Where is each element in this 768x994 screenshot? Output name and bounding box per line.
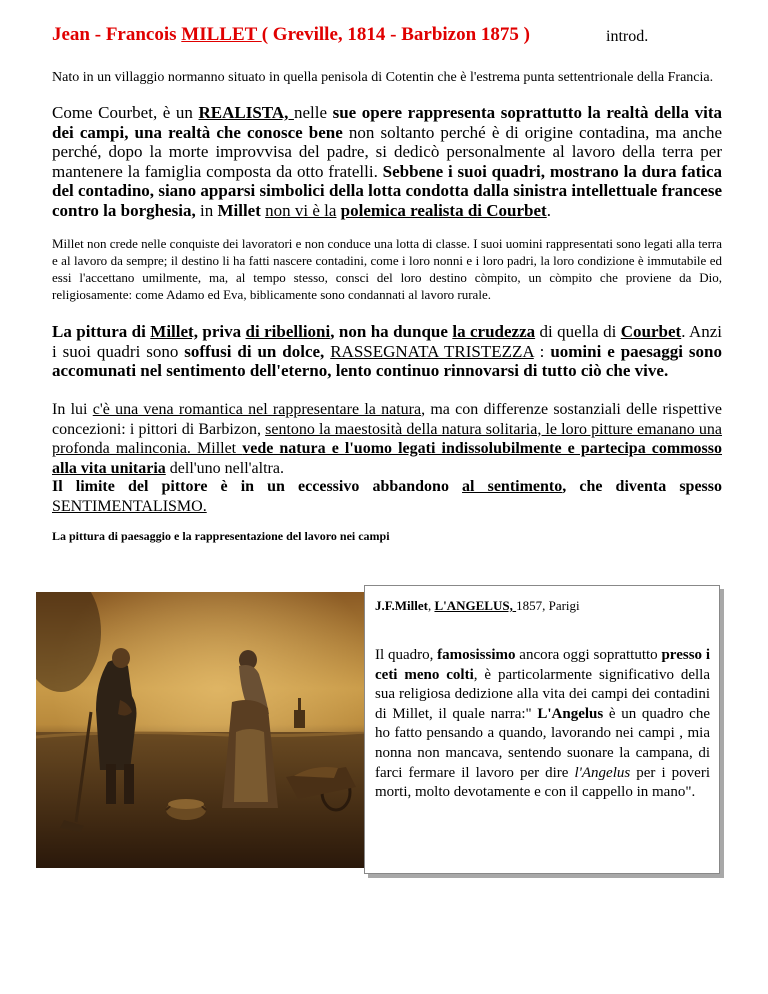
paragraph-realism: Come Courbet, è un REALISTA, nelle sue opere rappresenta soprattutto la realtà della vita dei campi, una realtà che conosce bene non soltanto perché è di origine contadina, ma anche perché, dopo la morte improvvisa del padre, si dedicò personalmente al lavoro della terra per mantenere la famiglia composta da otto fratelli. Sebbene i suoi quadri, mostrano la dura fatica del contadino, siano apparsi simbolici della lotta condotta dalla sinistra intellettuale francese contro la borghesia, in Millet non vi è la polemica realista di Courbet. [52,103,722,220]
section-tag: introd. [606,28,649,45]
paragraph-birthplace: Nato in un villaggio normanno situato in quella penisola di Cotentin che è l'estrema punta settentrionale della Francia. [52,70,714,85]
page-title: Jean - Francois MILLET ( Greville, 1814 - Barbizon 1875 ) [52,24,530,45]
angelus-painting-image [36,592,366,868]
painting-info-box [364,585,720,874]
paragraph-workers: Millet non crede nelle conquiste dei lavoratori e non conduce una lotta di classe. I suoi uomini rappresentati sono legati alla terra e al lavoro da sempre; il destino li ha fatti nascere contadini, come i loro nonni e i loro padri, la loro condizione è immutabile ed essi l'accettano umilmente, ma, al tempo stesso, consci del loro destino còmpito, un còmpito che proviene da Dio, religiosamente: come Adamo ed Eva, biblicamente sono condannati al lavoro rurale. [52,236,723,302]
paragraph-painting-style: La pittura di Millet, priva di ribellioni, non ha dunque la crudezza di quella di Courbet. Anzi i suoi quadri sono soffusi di un dolce, RASSEGNATA TRISTEZZA : uomini e paesaggi sono accomunati nel sentimento dell'eterno, lento continuo rinnovarsi di tutto ciò che vive. [52,322,723,380]
paragraph-limit: Il limite del pittore è in un eccessivo abbandono al sentimento, che diventa spesso SENTIMENTALISMO. [52,478,722,515]
painting-title: J.F.Millet, L'ANGELUS, 1857, Parigi [375,598,580,613]
section-caption: La pittura di paesaggio e la rappresentazione del lavoro nei campi [52,529,390,543]
paragraph-romantic-vein: In lui c'è una vena romantica nel rappresentare la natura, ma con differenze sostanziali delle rispettive concezioni: i pittori di Barbizon, sentono la maestosità della natura solitaria, le loro pitture emanano una profonda malinconia. Millet vede natura e l'uomo legati indissolubilmente e partecipa commosso alla vita unitaria dell'uno nell'altra. [52,401,723,477]
painting-description: Il quadro, famosissimo ancora oggi soprattutto presso i ceti meno colti, è particolarmente significativo della sua religiosa dedizione alla vita dei campi dei contadini di Millet, il quale narra:" L'Angelus è un quadro che ho fatto pensando a quando, lavorando nei campi , mia nonna non mancava, sentendo suonare la campana, di farci fermare il lavoro per dire l'Angelus per i poveri morti, molto devotamente e con il cappello in mano". [375,647,710,801]
artist-name: MILLET [181,24,262,45]
